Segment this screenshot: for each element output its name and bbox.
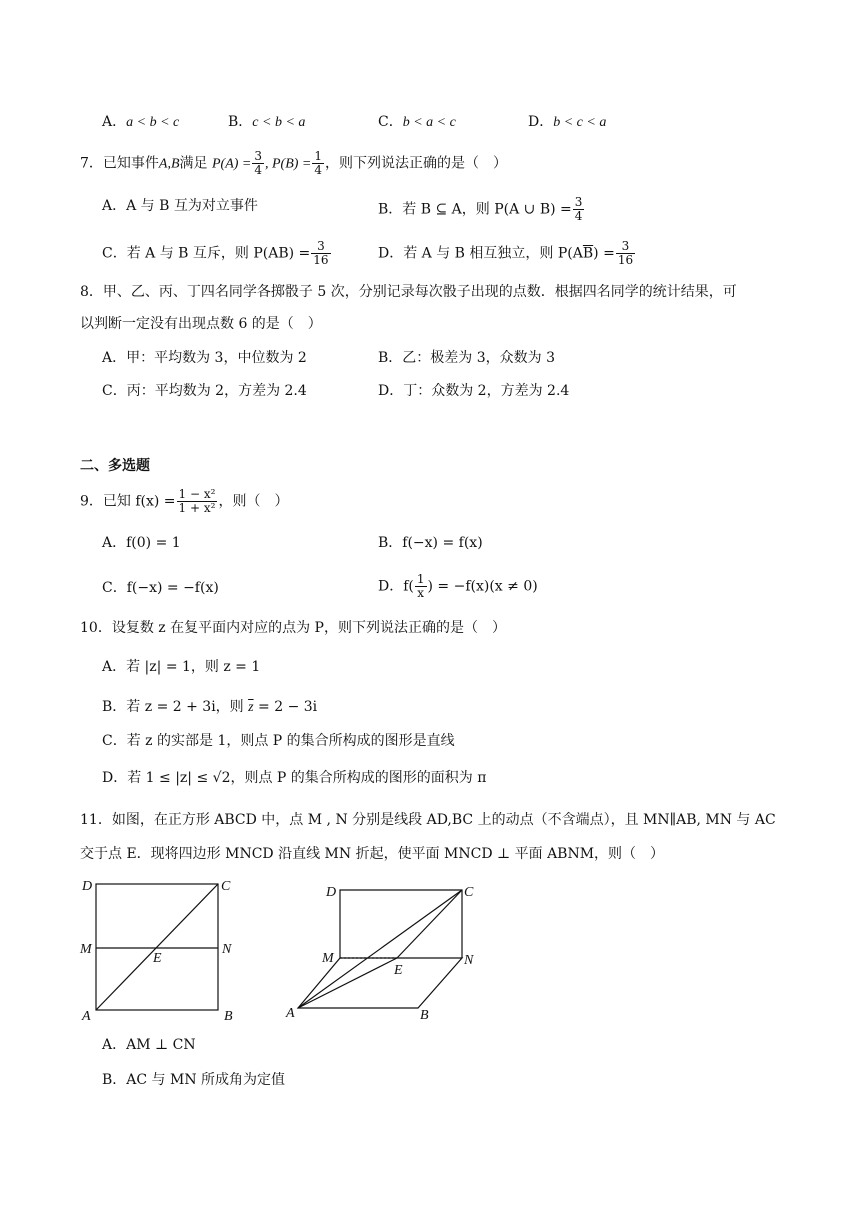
q10-option-d: D．若 1 ≤ |z| ≤ √2，则点 P 的集合所构成的图形的面积为 π xyxy=(102,770,487,786)
q9-option-a: A．f(0) = 1 xyxy=(102,535,181,551)
q8-stem-line2: 以判断一定没有出现点数 6 的是（ ） xyxy=(80,316,322,332)
q7-stem: 7．已知事件A,B满足 P(A) = $\frac{3}{4}$ , P(B) = $\frac{1}{4}$ ，则下列说法正确的是（ ） xyxy=(80,149,508,177)
q8-stem-line1: 8．甲、乙、丙、丁四名同学各掷骰子 5 次，分别记录每次骰子出现的点数．根据四名同学的统计结果，可 xyxy=(80,284,737,300)
face-mncd xyxy=(340,890,462,958)
label-c: C xyxy=(464,885,474,900)
q8-option-d: D．丁：众数为 2，方差为 2.4 xyxy=(378,383,570,399)
label-m: M xyxy=(80,942,92,957)
segment-ac xyxy=(298,890,462,1008)
q11-option-a: A．AM ⊥ CN xyxy=(102,1037,196,1053)
q6-option-c: C．b < a < c xyxy=(378,114,456,130)
q11-stem-line1: 11．如图，在正方形 ABCD 中，点 M , N 分别是线段 AD,BC 上的动点（不含端点），且 MN∥AB, MN 与 AC xyxy=(80,812,776,828)
segment-ec xyxy=(397,890,462,958)
q9-option-b: B．f(−x) = f(x) xyxy=(378,535,483,551)
q7-option-a: A．A 与 B 互为对立事件 xyxy=(102,198,258,214)
q6-option-b: B．c < b < a xyxy=(228,114,306,130)
q11-option-b: B．AC 与 MN 所成角为定值 xyxy=(102,1072,286,1088)
label-a: A xyxy=(82,1009,91,1024)
q10-stem: 10．设复数 z 在复平面内对应的点为 P，则下列说法正确的是（ ） xyxy=(80,620,506,636)
label-e: E xyxy=(153,951,162,966)
label-d: D xyxy=(326,885,337,900)
q10-option-a: A．若 |z| = 1，则 z = 1 xyxy=(102,659,261,675)
q8-option-a: A．甲：平均数为 3，中位数为 2 xyxy=(102,350,307,366)
label-d: D xyxy=(82,879,93,894)
q9-option-c: C．f(−x) = −f(x) xyxy=(102,580,219,596)
figure-folded xyxy=(284,878,484,1024)
q7-option-d: D．若 A 与 B 相互独立，则 $P(A\overline{B})$ = $\frac{3}{16}$ xyxy=(378,239,634,267)
q10-option-c: C．若 z 的实部是 1，则点 P 的集合所构成的图形是直线 xyxy=(102,733,455,749)
q8-option-c: C．丙：平均数为 2，方差为 2.4 xyxy=(102,383,307,399)
label-e: E xyxy=(394,963,403,978)
label-b: B xyxy=(224,1009,233,1024)
figure-square xyxy=(78,872,248,1024)
q9-option-d: D．f( $\frac{1}{x}$ ) = −f(x)(x ≠ 0) xyxy=(378,572,538,600)
label-c: C xyxy=(221,879,231,894)
label-n: N xyxy=(222,942,232,957)
segment-ac xyxy=(96,884,218,1010)
segment-ae xyxy=(298,958,397,1008)
label-a: A xyxy=(286,1006,295,1021)
q10-option-b: B．若 z = 2 + 3i，则 $\overline{z} = 2 - 3i$ xyxy=(102,699,318,715)
q6-option-d: D．b < c < a xyxy=(528,114,607,130)
label-m: M xyxy=(322,951,334,966)
q7-option-c: C．若 A 与 B 互斥，则 P(AB) = $\frac{3}{16}$ xyxy=(102,239,329,267)
q7-option-b: B．若 B ⊆ A，则 P(A ∪ B) = $\frac{3}{4}$ xyxy=(378,195,583,223)
q6-option-a: A．a < b < c xyxy=(102,114,180,130)
label-n: N xyxy=(464,953,474,968)
q8-option-b: B．乙：极差为 3，众数为 3 xyxy=(378,350,556,366)
section-heading: 二、多选题 xyxy=(80,458,150,474)
q9-stem: 9．已知 f(x) = $\frac{\text{1 − x²}}{\text{1 + x²}}$ ，则（ ） xyxy=(80,487,289,515)
label-b: B xyxy=(420,1008,429,1023)
q11-stem-line2: 交于点 E．现将四边形 MNCD 沿直线 MN 折起，使平面 MNCD ⊥ 平面 ABNM，则（ ） xyxy=(80,846,665,862)
